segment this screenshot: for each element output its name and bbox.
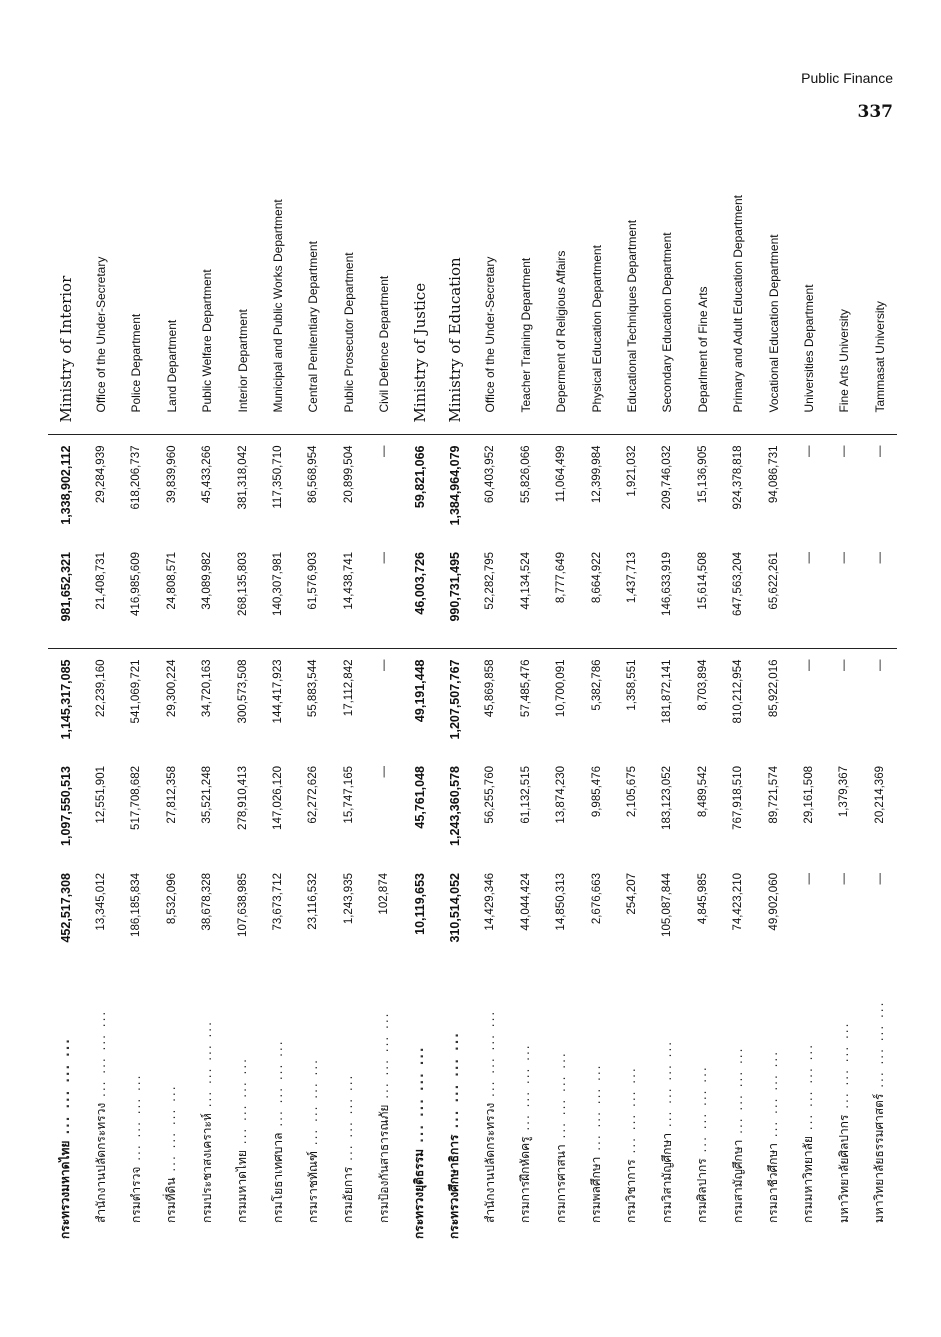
- department-row: [685, 125, 720, 1245]
- english-name: Educational Techniques Department: [614, 125, 649, 435]
- value-cell: 1,437,713: [614, 542, 649, 649]
- leader-dots: ... ... ... ...: [376, 1011, 391, 1105]
- leader-dots: ... ... ... ...: [659, 1039, 674, 1133]
- value-cell: 8,777,649: [543, 542, 578, 649]
- english-name: Municipal and Public Works Department: [260, 125, 295, 435]
- english-name: Land Department: [154, 125, 189, 435]
- value-cell: 44,134,524: [508, 542, 543, 649]
- thai-name-cell: [720, 970, 755, 1245]
- value-cell: —: [838, 445, 851, 457]
- leader-dots: ... ... ... ...: [872, 1000, 887, 1094]
- value-cell: 1,243,360,578: [447, 766, 462, 846]
- value-cell: —: [378, 766, 391, 778]
- value-cell: 34,089,982: [190, 542, 225, 649]
- department-row: [331, 125, 366, 1245]
- value-cell: —: [862, 542, 897, 649]
- value-cell: —: [873, 445, 886, 457]
- value-cell: 1,921,032: [625, 445, 638, 497]
- leader-dots: ... ... ... ...: [270, 1039, 285, 1133]
- leader-dots: ... ... ... ...: [235, 1057, 250, 1151]
- thai-name-cell: [296, 970, 331, 1245]
- value-cell: 381,318,042: [236, 445, 249, 510]
- value-cell: 65,622,261: [756, 542, 791, 649]
- department-row: [720, 125, 755, 1245]
- value-cell: 107,638,985: [236, 873, 249, 937]
- thai-name-cell: [614, 970, 649, 1245]
- value-cell: 73,673,712: [272, 873, 285, 931]
- leader-dots: ... ... ... ...: [128, 1073, 143, 1167]
- department-row: [508, 125, 543, 1245]
- value-cell: 38,678,328: [201, 873, 214, 931]
- thai-name: กรมตำรวจ: [128, 1166, 143, 1223]
- value-cell: 23,116,532: [307, 873, 320, 930]
- value-cell: 61,576,903: [296, 542, 331, 649]
- thai-name: กรมที่ดิน: [164, 1177, 179, 1223]
- value-cell: 20,899,504: [342, 445, 355, 504]
- value-cell: —: [873, 659, 886, 671]
- value-cell: —: [873, 873, 886, 885]
- leader-dots: ... ... ... ...: [766, 1049, 780, 1144]
- ministry-row: [48, 125, 83, 1245]
- value-cell: —: [838, 659, 851, 671]
- english-name: Secondary Education Department: [650, 125, 685, 435]
- value-cell: 1,145,317,085: [58, 659, 73, 740]
- department-row: [614, 125, 649, 1245]
- english-name: Public Prosecutor Department: [331, 125, 366, 435]
- english-name: Tammasat University: [862, 125, 897, 435]
- english-name: Office of the Under-Secretary: [473, 125, 508, 435]
- thai-name-cell: [260, 970, 295, 1245]
- value-cell: 1,097,550,513: [58, 766, 73, 846]
- value-cell: 452,517,308: [58, 873, 73, 943]
- value-cell: 1,358,551: [625, 659, 638, 711]
- value-cell: 105,087,844: [661, 873, 674, 937]
- leader-dots: ... ... ... ...: [624, 1066, 639, 1160]
- section-title: Public Finance: [801, 70, 893, 86]
- value-cell: 9,985,476: [590, 766, 603, 818]
- thai-name-cell: [437, 970, 472, 1245]
- english-name: Public Welfare Department: [190, 125, 225, 435]
- leader-dots: ... ... ... ...: [199, 1020, 214, 1114]
- value-cell: 45,869,858: [484, 659, 497, 718]
- value-cell: 5,382,786: [590, 659, 603, 711]
- department-row: [119, 125, 154, 1245]
- value-cell: 44,044,424: [519, 873, 532, 931]
- english-name: Ministry of Justice: [402, 125, 437, 435]
- value-cell: 541,069,721: [130, 659, 143, 724]
- page-number: 337: [857, 102, 893, 122]
- thai-name: กระทรวงยุติธรรม: [412, 1148, 427, 1239]
- value-cell: 924,378,818: [732, 445, 745, 510]
- value-cell: 12,399,984: [590, 445, 603, 504]
- value-cell: 147,026,120: [272, 766, 285, 830]
- value-cell: 1,384,964,079: [447, 445, 462, 526]
- thai-name: กรมประชาสงเคราะห์: [199, 1113, 214, 1223]
- value-cell: 767,918,510: [732, 766, 745, 830]
- value-cell: 89,721,574: [767, 766, 780, 824]
- value-cell: 810,212,954: [732, 659, 745, 724]
- thai-name-cell: [827, 970, 862, 1245]
- english-name: Ministry of Education: [437, 125, 472, 435]
- value-cell: 268,135,803: [225, 542, 260, 649]
- budget-table-grid: [48, 125, 897, 1245]
- thai-name-cell: [862, 970, 897, 1245]
- thai-name: กรมพลศึกษา: [589, 1156, 604, 1223]
- thai-name-cell: [190, 970, 225, 1245]
- value-cell: 60,403,952: [484, 445, 497, 504]
- value-cell: 29,300,224: [165, 659, 178, 718]
- value-cell: 1,338,902,112: [58, 445, 73, 525]
- value-cell: —: [827, 542, 862, 649]
- value-cell: 278,910,413: [236, 766, 249, 830]
- department-row: [543, 125, 578, 1245]
- value-cell: 209,746,032: [661, 445, 674, 510]
- department-row: [756, 125, 791, 1245]
- value-cell: 146,633,919: [650, 542, 685, 649]
- thai-name-cell: [48, 970, 83, 1245]
- value-cell: 517,708,682: [130, 766, 143, 830]
- thai-name-cell: [791, 970, 826, 1245]
- thai-name-cell: [508, 970, 543, 1245]
- english-name: Central Penitentiary Department: [296, 125, 331, 435]
- thai-name-cell: [331, 970, 366, 1245]
- thai-name: กรมการฝึกหัดครู: [518, 1136, 533, 1223]
- value-cell: —: [802, 873, 815, 885]
- thai-name: กรมการศาสนา: [553, 1144, 568, 1223]
- department-row: [83, 125, 118, 1245]
- value-cell: 1,379,367: [838, 766, 851, 818]
- department-row: [367, 125, 402, 1245]
- value-cell: 22,239,160: [95, 659, 108, 718]
- department-row: [260, 125, 295, 1245]
- budget-table: [48, 125, 898, 1245]
- department-row: [791, 125, 826, 1245]
- thai-name: มหาวิทยาลัยศิลปากร: [836, 1114, 851, 1223]
- value-cell: 20,214,369: [873, 766, 886, 824]
- value-cell: —: [802, 659, 815, 671]
- thai-name: สำนักงานปลัดกระทรวง: [482, 1102, 497, 1223]
- thai-name: กระทรวงมหาดไทย: [58, 1140, 73, 1239]
- english-name: Teacher Training Department: [508, 125, 543, 435]
- value-cell: 86,568,954: [307, 445, 320, 504]
- value-cell: 29,161,508: [802, 766, 815, 824]
- thai-name: กรมศิลปากร: [695, 1158, 710, 1223]
- department-row: [579, 125, 614, 1245]
- value-cell: —: [791, 542, 826, 649]
- thai-name: กระทรวงศึกษาธิการ: [447, 1134, 462, 1239]
- leader-dots: ... ... ... ...: [93, 1009, 108, 1103]
- value-cell: 2,105,675: [625, 766, 638, 818]
- value-cell: 10,700,091: [555, 659, 568, 718]
- value-cell: 8,532,096: [165, 873, 178, 925]
- value-cell: 181,872,141: [661, 659, 674, 724]
- department-row: [296, 125, 331, 1245]
- value-cell: 13,345,012: [95, 873, 108, 931]
- value-cell: 102,874: [378, 873, 391, 915]
- value-cell: 52,282,795: [473, 542, 508, 649]
- thai-name-cell: [83, 970, 118, 1245]
- thai-name-cell: [756, 970, 791, 1245]
- value-cell: 57,485,476: [519, 659, 532, 718]
- value-cell: 2,676,663: [590, 873, 603, 925]
- value-cell: 117,350,710: [272, 445, 285, 509]
- thai-name: กรมอาชีวศึกษา: [766, 1143, 780, 1223]
- english-name: Ministry of Interior: [48, 125, 83, 435]
- leader-dots: ... ... ... ...: [553, 1051, 568, 1145]
- value-cell: 1,207,507,767: [447, 659, 462, 740]
- value-cell: 300,573,508: [236, 659, 249, 724]
- value-cell: 27,812,358: [165, 766, 178, 824]
- value-cell: 4,845,985: [696, 873, 709, 925]
- value-cell: 10,119,653: [412, 873, 427, 935]
- english-name: Civil Defence Department: [367, 125, 402, 435]
- value-cell: 21,408,731: [83, 542, 118, 649]
- department-row: [225, 125, 260, 1245]
- thai-name: กรมโยธาเทศบาล: [270, 1132, 285, 1223]
- thai-name-cell: [685, 970, 720, 1245]
- thai-name-cell: [473, 970, 508, 1245]
- thai-name: กรมป้องกันสาธารณภัย: [376, 1104, 391, 1223]
- department-row: [154, 125, 189, 1245]
- ministry-row: [437, 125, 472, 1245]
- value-cell: 12,551,901: [95, 766, 108, 824]
- value-cell: 647,563,204: [720, 542, 755, 649]
- leader-dots: ... ... ... ...: [447, 1031, 462, 1135]
- value-cell: 310,514,052: [447, 873, 462, 943]
- thai-name: กรมมหาดไทย: [235, 1150, 250, 1223]
- department-row: [190, 125, 225, 1245]
- english-name: Vocational Education Department: [756, 125, 791, 435]
- value-cell: 85,922,016: [767, 659, 780, 718]
- value-cell: 56,255,760: [484, 766, 497, 824]
- thai-name-cell: [119, 970, 154, 1245]
- value-cell: 186,185,834: [130, 873, 143, 937]
- value-cell: —: [838, 873, 851, 885]
- value-cell: 15,614,508: [685, 542, 720, 649]
- thai-name-cell: [579, 970, 614, 1245]
- leader-dots: ... ... ... ...: [305, 1058, 320, 1152]
- value-cell: 55,883,544: [307, 659, 320, 718]
- leader-dots: ... ... ... ...: [518, 1043, 533, 1137]
- value-cell: 62,272,626: [307, 766, 320, 824]
- english-name: Police Department: [119, 125, 154, 435]
- value-cell: 15,747,165: [342, 766, 355, 824]
- department-row: [862, 125, 897, 1245]
- leader-dots: ... ... ... ...: [164, 1084, 179, 1178]
- value-cell: 24,808,571: [154, 542, 189, 649]
- leader-dots: ... ... ... ...: [695, 1065, 710, 1159]
- thai-name: สำนักงานปลัดกระทรวง: [93, 1102, 108, 1223]
- thai-name-cell: [225, 970, 260, 1245]
- value-cell: 49,902,060: [767, 873, 780, 931]
- value-cell: 140,307,981: [260, 542, 295, 649]
- leader-dots: ... ... ... ...: [801, 1042, 816, 1137]
- value-cell: 11,064,499: [555, 445, 568, 503]
- value-cell: 59,821,066: [412, 445, 427, 509]
- thai-name: กรมมหาวิทยาลัย: [801, 1136, 816, 1223]
- ministry-row: [402, 125, 437, 1245]
- english-name: Deperment of Religious Affairs: [543, 125, 578, 435]
- value-cell: —: [378, 445, 391, 457]
- value-cell: 14,438,741: [331, 542, 366, 649]
- thai-name: มหาวิทยาลัยธรรมศาสตร์: [872, 1093, 887, 1223]
- department-row: [827, 125, 862, 1245]
- thai-name-cell: [154, 970, 189, 1245]
- value-cell: 45,761,048: [412, 766, 427, 829]
- value-cell: 14,850,313: [555, 873, 568, 931]
- department-row: [473, 125, 508, 1245]
- thai-name-cell: [367, 970, 402, 1245]
- english-name: Universities Department: [791, 125, 826, 435]
- value-cell: 254,207: [625, 873, 638, 915]
- leader-dots: ... ... ... ...: [730, 1046, 745, 1140]
- value-cell: 55,826,066: [519, 445, 532, 504]
- value-cell: 14,429,346: [484, 873, 497, 931]
- value-cell: 45,433,266: [201, 445, 214, 504]
- english-name: Interior Department: [225, 125, 260, 435]
- thai-name-cell: [543, 970, 578, 1245]
- value-cell: 990,731,495: [437, 542, 472, 649]
- value-cell: 17,112,842: [342, 659, 355, 717]
- value-cell: 35,521,248: [201, 766, 214, 824]
- value-cell: 618,206,737: [130, 445, 143, 510]
- value-cell: 144,417,923: [272, 659, 285, 724]
- budget-table-body: [48, 125, 897, 1245]
- leader-dots: ... ... ... ...: [341, 1073, 356, 1167]
- thai-name-cell: [402, 970, 437, 1245]
- thai-name: กรมอัยการ: [341, 1166, 356, 1223]
- english-name: Primary and Adult Education Department: [720, 125, 755, 435]
- value-cell: 46,003,726: [402, 542, 437, 649]
- value-cell: 61,132,515: [519, 766, 532, 824]
- value-cell: —: [367, 542, 402, 649]
- thai-name: กรมวิชาการ: [624, 1159, 639, 1223]
- leader-dots: ... ... ... ...: [836, 1021, 851, 1115]
- value-cell: 15,136,905: [696, 445, 709, 504]
- value-cell: 416,985,609: [119, 542, 154, 649]
- value-cell: 1,243,935: [342, 873, 355, 925]
- value-cell: 49,191,448: [412, 659, 427, 723]
- leader-dots: ... ... ... ...: [58, 1037, 73, 1141]
- english-name: Fine Arts University: [827, 125, 862, 435]
- english-name: Physical Education Department: [579, 125, 614, 435]
- value-cell: 183,123,052: [661, 766, 674, 830]
- value-cell: 74,423,210: [732, 873, 745, 931]
- value-cell: 29,284,939: [95, 445, 108, 504]
- value-cell: —: [802, 445, 815, 457]
- value-cell: 34,720,163: [201, 659, 214, 718]
- english-name: Office of the Under-Secretary: [83, 125, 118, 435]
- value-cell: 13,874,230: [555, 766, 568, 824]
- leader-dots: ... ... ... ...: [412, 1045, 427, 1149]
- value-cell: —: [378, 659, 391, 671]
- value-cell: 8,703,894: [696, 659, 709, 711]
- value-cell: 94,086,731: [767, 445, 780, 504]
- thai-name: กรมราชทัณฑ์: [305, 1151, 320, 1223]
- department-row: [650, 125, 685, 1245]
- value-cell: 981,652,321: [48, 542, 83, 649]
- thai-name: กรมวิสามัญศึกษา: [659, 1132, 674, 1223]
- thai-name: กรมสามัญศึกษา: [730, 1139, 745, 1223]
- value-cell: 39,839,960: [165, 445, 178, 504]
- english-name: Deparlment of Fine Arts: [685, 125, 720, 435]
- thai-name-cell: [650, 970, 685, 1245]
- leader-dots: ... ... ... ...: [589, 1063, 604, 1157]
- value-cell: 8,489,542: [696, 766, 709, 818]
- leader-dots: ... ... ... ...: [482, 1009, 497, 1103]
- value-cell: 8,664,922: [579, 542, 614, 649]
